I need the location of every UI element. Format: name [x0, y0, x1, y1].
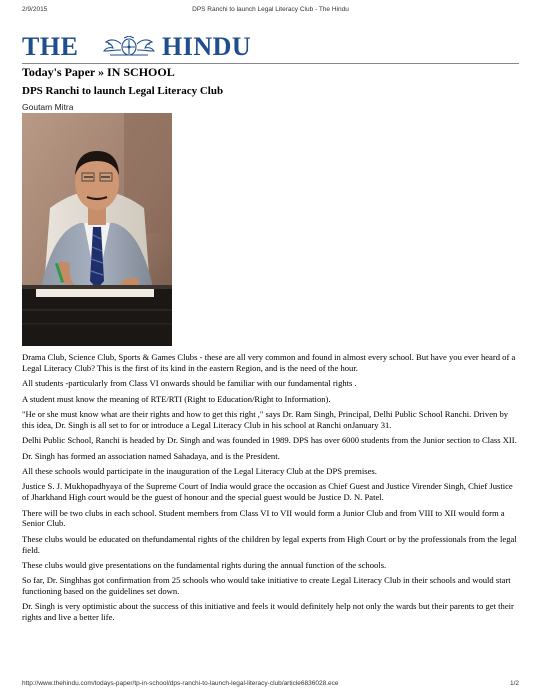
article-paragraph: All students -particularly from Class VI onwards should be familiar with our fundamental rights . — [22, 378, 357, 389]
article-paragraph: So far, Dr. Singhhas got confirmation from 25 schools who would take initiative to create Legal Literacy Club in their schools and would start functioning based on the guidelines set down. — [22, 575, 511, 597]
article-paragraph: These clubs would give presentations on the fundamental rights during the annual function of the schools. — [22, 559, 387, 570]
portrait-illustration — [22, 113, 172, 346]
article-body — [22, 352, 519, 628]
article-paragraph: All these schools would participate in the inauguration of the Legal Literacy Club at the DPS premises. — [22, 465, 377, 476]
breadcrumb[interactable]: Today's Paper » IN SCHOOL — [22, 65, 175, 79]
article-paragraph: Dr. Singh has formed an association named Sahadaya, and is the President. — [22, 450, 280, 461]
article-paragraph: "He or she must know what are their rights and how to get this right ," says Dr. Ram Singh, Principal, Delhi Public School Ranchi. Driven by this idea, Dr. Singh is all set to for or introduce a Legal Literacy Club in his school at Ranchi onJanuary 31. — [22, 408, 509, 430]
article-paragraph: Delhi Public School, Ranchi is headed by Dr. Singh and was founded in 1989. DPS has over 6000 students from the Junior section to Class XII. — [22, 435, 517, 446]
masthead-word-hindu: HINDU — [162, 32, 252, 61]
article-photo — [22, 113, 172, 346]
masthead-logo[interactable] — [22, 34, 272, 60]
masthead-word-the: THE — [22, 32, 79, 61]
article-paragraph: There will be two clubs in each school. Student members from Class VI to VII would form a Junior Club and from VIII to XII would form a Senior Club. — [22, 507, 505, 529]
crest-emblem-icon — [100, 36, 158, 58]
print-page-title: DPS Ranchi to launch Legal Literacy Club - The Hindu — [192, 6, 349, 13]
article-paragraph: A student must know the meaning of RTE/RTI (Right to Education/Right to Information). — [22, 393, 331, 404]
print-page-number: 1/2 — [509, 680, 519, 687]
print-url[interactable]: http://www.thehindu.com/todays-paper/tp-in-school/dps-ranchi-to-launch-legal-literacy-club/article6836028.ece — [22, 680, 339, 687]
article-paragraph: These clubs would be educated on thefundamental rights of the children by legal experts from High Court or by the professionals from the legal field. — [22, 533, 517, 555]
article-title: DPS Ranchi to launch Legal Literacy Club — [22, 85, 224, 97]
print-date: 2/9/2015 — [22, 6, 48, 13]
print-header — [22, 6, 519, 16]
masthead-divider — [22, 63, 519, 64]
article-paragraph: Dr. Singh is very optimistic about the success of this initiative and feels it would definitely help not only the wards but their parents to get their rights and live a better life. — [22, 601, 514, 623]
print-footer — [22, 680, 519, 690]
article-byline: Goutam Mitra — [22, 102, 74, 112]
article-paragraph: Drama Club, Science Club, Sports & Games Clubs - these are all very common and found in almost every school. But have you ever heard of a Legal Literacy Club? This is the first of its kind in the eastern Region, and is the need of the hour. — [22, 352, 516, 373]
article-paragraph: Justice S. J. Mukhopadhyaya of the Supreme Court of India would grace the occasion as Chief Guest and Justice Virender Singh, Chief Justice of Jharkhand High court would be the guest of honour and the special guest would be Justice D. N. Patel. — [22, 481, 513, 503]
